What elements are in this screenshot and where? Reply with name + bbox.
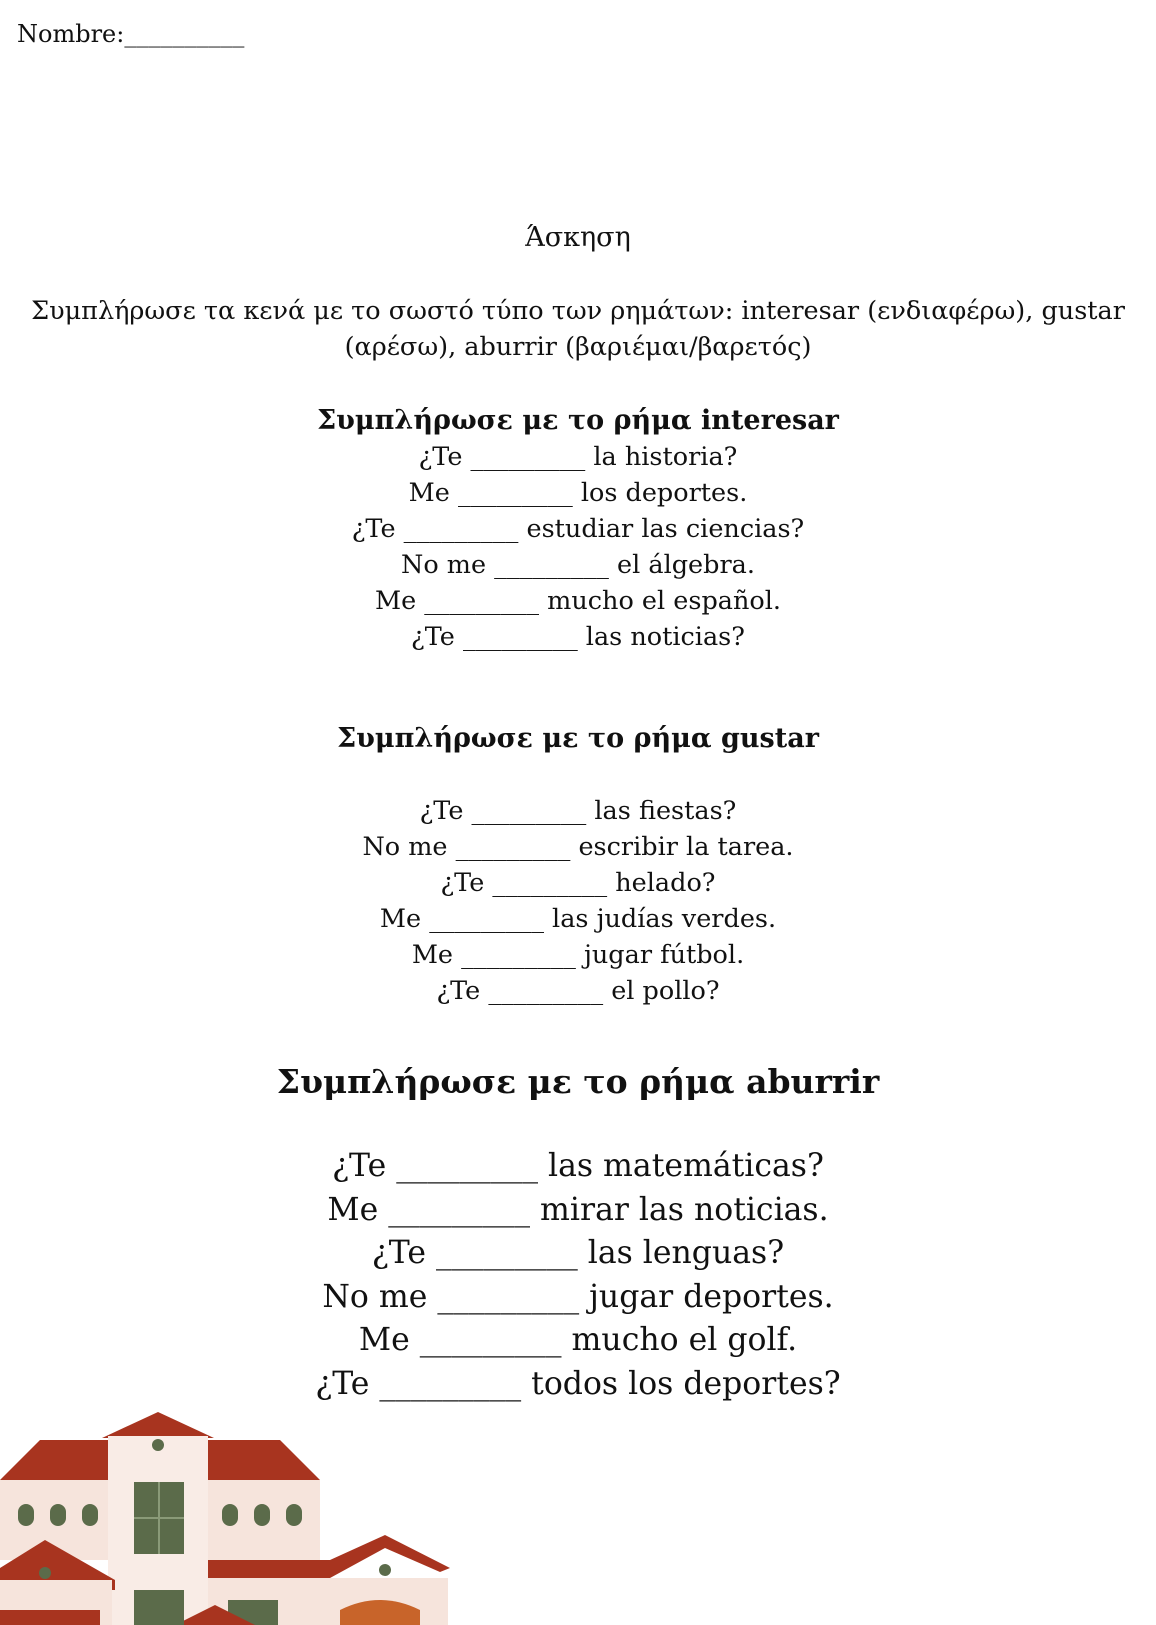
round-window <box>152 1439 164 1451</box>
name-field-label: Nombre:__________ <box>17 20 245 48</box>
exercise-line: ¿Te _________ las matemáticas? <box>332 1148 824 1184</box>
instructions-text: Συμπλήρωσε τα κενά με το σωστό τύπο των ρημάτων: interesar (ενδιαφέρω), gustar (αρέσω), aburrir (βαριέμαι/βαρετός) <box>31 296 1125 362</box>
exercise-line: Me _________ mucho el español. <box>374 586 782 616</box>
exercise-line: ¿Te _________ helado? <box>440 868 716 898</box>
exercise-line: Me _________ mirar las noticias. <box>327 1191 829 1228</box>
exercise-line: Me _________ los deportes. <box>408 478 748 508</box>
section-gustar <box>0 721 1156 1009</box>
section-heading: Συμπλήρωσε με το ρήμα aburrir <box>276 1062 880 1101</box>
section-heading: Συμπλήρωσε με το ρήμα interesar <box>317 405 839 436</box>
roof-right <box>205 1440 320 1480</box>
exercise-line: ¿Te _________ las lenguas? <box>371 1235 785 1271</box>
exercise-line: ¿Te _________ el pollo? <box>436 976 720 1006</box>
exercise-line: ¿Te _________ todos los deportes? <box>315 1365 841 1402</box>
section-aburrir <box>0 1059 1156 1406</box>
exercise-line: Me _________ las judías verdes. <box>379 904 777 934</box>
exercise-line: Me _________ mucho el golf. <box>358 1322 798 1358</box>
section-heading: Συμπλήρωσε με το ρήμα gustar <box>337 723 819 754</box>
exercise-line: No me _________ jugar deportes. <box>322 1278 834 1315</box>
section-interesar <box>0 403 1156 655</box>
roof-tower <box>102 1412 214 1438</box>
exercise-line: No me _________ el álgebra. <box>401 550 755 580</box>
exercise-line: ¿Te _________ estudiar las ciencias? <box>351 514 805 544</box>
exercise-line: Me _________ jugar fútbol. <box>411 940 745 970</box>
spanish-houses-illustration <box>0 1400 460 1625</box>
exercise-line: ¿Te _________ la historia? <box>418 442 738 472</box>
worksheet-title: Άσκηση <box>525 222 631 253</box>
exercise-line: ¿Te _________ las fiestas? <box>419 796 737 826</box>
exercise-line: ¿Te _________ las noticias? <box>411 622 745 652</box>
exercise-line: No me _________ escribir la tarea. <box>362 832 794 862</box>
